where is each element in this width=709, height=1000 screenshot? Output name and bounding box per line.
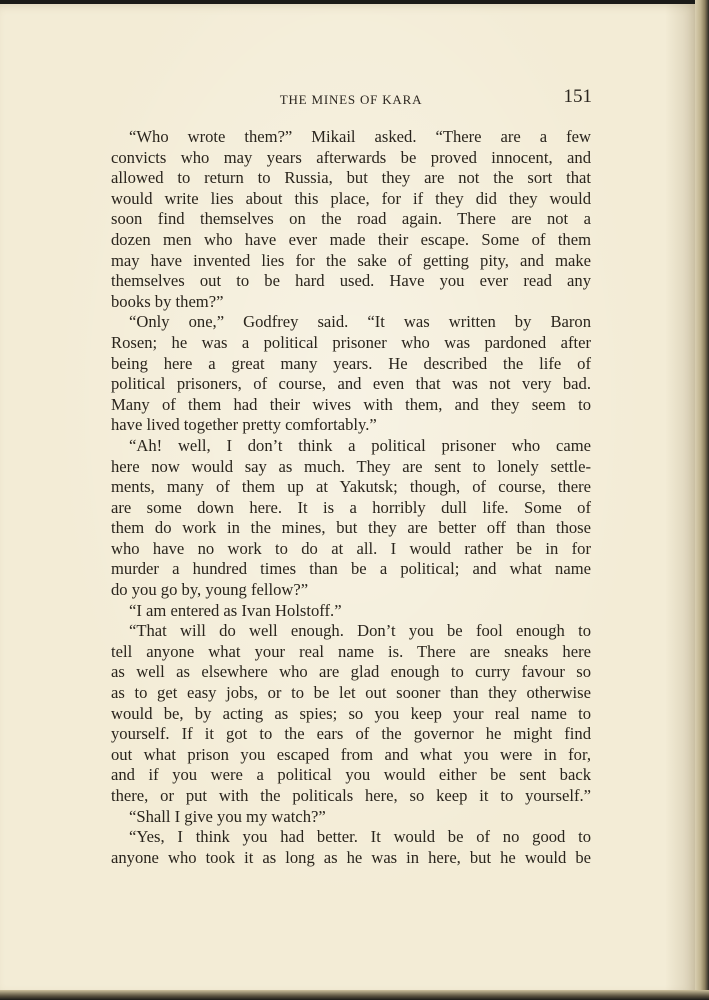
text-line: and if you were a political you would either be sent back [111, 765, 591, 785]
text-line: may have invented lies for the sake of getting pity, and make [111, 250, 591, 270]
text-line: do you go by, young fellow?” [111, 580, 309, 600]
page-number: 151 [563, 86, 592, 107]
running-head [110, 86, 592, 110]
running-title: THE MINES OF KARA [279, 92, 423, 107]
text-line: here now would say as much. They are sent to lonely settle- [111, 456, 591, 476]
text-line: tell anyone what your real name is. There are sneaks here [111, 641, 591, 661]
text-line: convicts who may years afterwards be proved innocent, and [111, 147, 591, 167]
text-line: “I am entered as Ivan Holstoff.” [129, 600, 342, 620]
text-line: soon find themselves on the road again. There are not a [111, 209, 591, 229]
page-edge-bottom [0, 990, 709, 1000]
text-line: as well as elsewhere who are glad enough to curry favour so [111, 662, 591, 682]
text-line: them do work in the mines, but they are better off than those [111, 518, 591, 538]
text-line: “Only one,” Godfrey said. “It was written by Baron [129, 312, 591, 332]
text-line: “That will do well enough. Don’t you be fool enough to [129, 621, 591, 641]
text-line: who have no work to do at all. I would rather be in for [111, 538, 591, 558]
body-text [111, 127, 591, 868]
text-line: would be, by acting as spies; so you keep your real name to [111, 703, 591, 723]
text-line: would write lies about this place, for if they did they would [111, 188, 591, 208]
text-line: “Shall I give you my watch?” [129, 806, 326, 826]
text-line: “Yes, I think you had better. It would be of no good to [129, 827, 591, 847]
text-line: themselves out to be hard used. Have you ever read any [111, 271, 591, 291]
text-line: “Ah! well, I don’t think a political prisoner who came [129, 435, 591, 455]
text-line: murder a hundred times than be a political; and what name [111, 559, 591, 579]
text-line: allowed to return to Russia, but they are not the sort that [111, 168, 591, 188]
text-line: books by them?” [111, 291, 224, 311]
text-line: yourself. If it got to the ears of the governor he might find [111, 724, 591, 744]
text-line: dozen men who have ever made their escape. Some of them [111, 229, 591, 249]
text-line: “Who wrote them?” Mikail asked. “There are a few [129, 127, 591, 146]
page-edge-right [695, 0, 709, 1000]
text-line: out what prison you escaped from and what you were in for, [111, 744, 591, 764]
text-line: Rosen; he was a political prisoner who was pardoned after [111, 332, 591, 352]
text-line: anyone who took it as long as he was in here, but he would be [111, 847, 591, 867]
text-line: political prisoners, of course, and even that was not very bad. [111, 374, 591, 394]
text-line: have lived together pretty comfortably.” [111, 415, 377, 435]
text-line: as to get easy jobs, or to be let out sooner than they otherwise [111, 683, 591, 703]
book-page [0, 4, 700, 996]
text-line: are some down here. It is a horribly dull life. Some of [111, 497, 591, 517]
text-line: ments, many of them up at Yakutsk; though, of course, there [111, 477, 591, 497]
text-line: there, or put with the politicals here, so keep it to yourself.” [111, 786, 591, 805]
text-line: being here a great many years. He described the life of [111, 353, 591, 373]
text-line: Many of them had their wives with them, and they seem to [111, 394, 591, 414]
